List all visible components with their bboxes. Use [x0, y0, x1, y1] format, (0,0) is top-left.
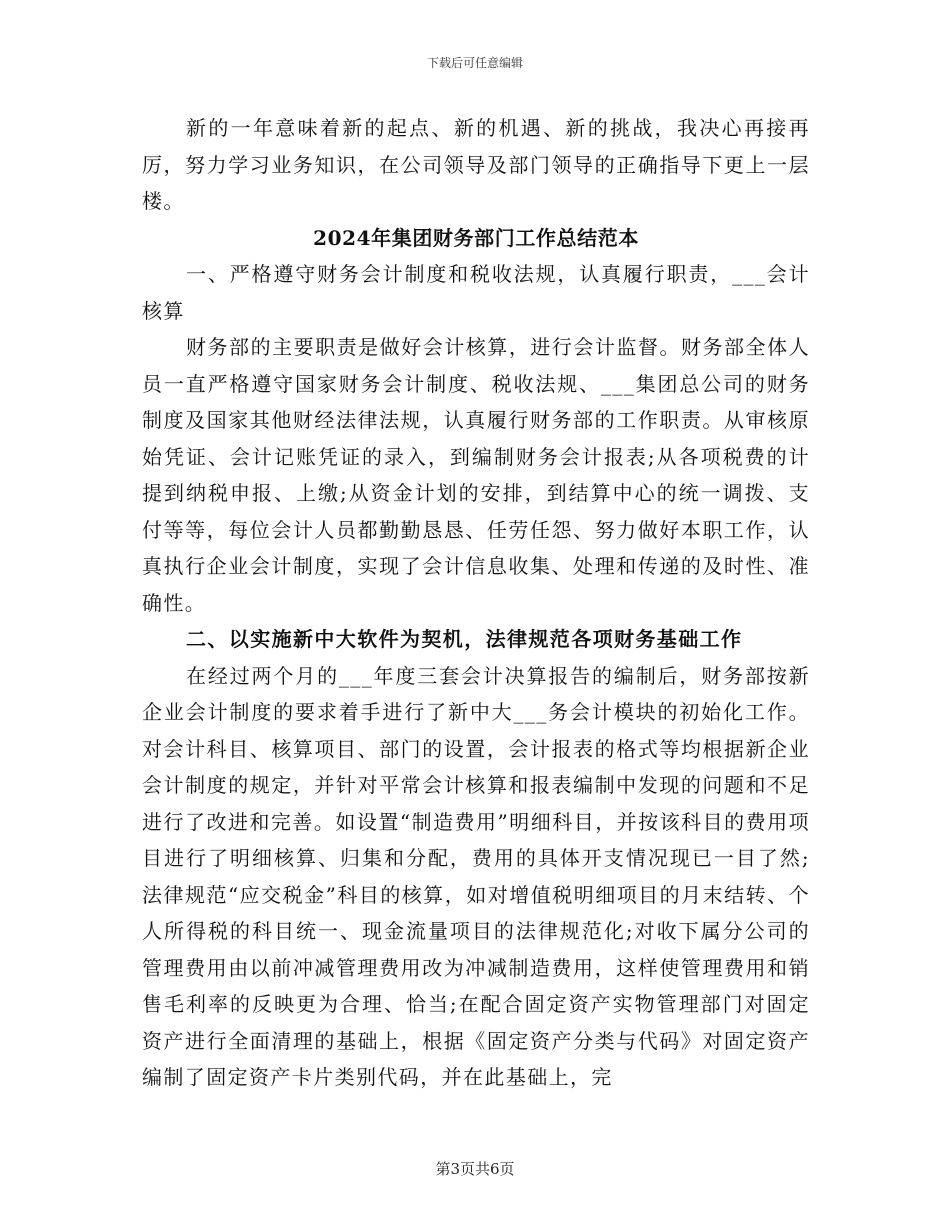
document-title: 2024年集团财务部门工作总结范本 — [313, 225, 639, 250]
page-footer: 第3页共6页 — [435, 1160, 515, 1178]
document-body — [142, 110, 810, 1096]
section-paragraph-1: 财务部的主要职责是做好会计核算，进行会计监督。财务部全体人员一直严格遵守国家财务会计制度、税收法规、___集团总公司的财务制度及国家其他财经法律法规，认真履行财务部的工作职责。从审核原始凭证、会计记账凭证的录入，到编制财务会计报表;从各项税费的计提到纳税申报、上缴;从资金计划的安排，到结算中心的统一调拨、支付等等，每位会计人员都勤勤恳恳、任劳任怨、努力做好本职工作，认真执行企业会计制度，实现了会计信息收集、处理和传递的及时性、准确性。 — [142, 335, 810, 615]
page-header: 下载后可任意编辑 — [426, 56, 523, 70]
section-heading-2: 二、以实施新中大软件为契机，法律规范各项财务基础工作 — [186, 627, 743, 651]
intro-paragraph: 新的一年意味着新的起点、新的机遇、新的挑战，我决心再接再厉，努力学习业务知识，在公司领导及部门领导的正确指导下更上一层楼。 — [142, 116, 810, 213]
section-heading-1: 一、严格遵守财务会计制度和税收法规，认真履行职责，___会计核算 — [142, 262, 810, 323]
section-paragraph-2: 在经过两个月的___年度三套会计决算报告的编制后，财务部按新企业会计制度的要求着手进行了新中大___务会计模块的初始化工作。对会计科目、核算项目、部门的设置，会计报表的格式等均根据新企业会计制度的规定，并针对平常会计核算和报表编制中发现的问题和不足进行了改进和完善。如设置“制造费用”明细科目，并按该科目的费用项目进行了明细核算、归集和分配，费用的具体开支情况现已一目了然;法律规范“应交税金”科目的核算，如对增值税明细项目的月末结转、个人所得税的科目统一、现金流量项目的法律规范化;对收下属分公司的管理费用由以前冲减管理费用改为冲减制造费用，这样使管理费用和销售毛利率的反映更为合理、恰当;在配合固定资产实物管理部门对固定资产进行全面清理的基础上，根据《固定资产分类与代码》对固定资产编制了固定资产卡片类别代码，并在此基础上，完 — [142, 663, 810, 1089]
